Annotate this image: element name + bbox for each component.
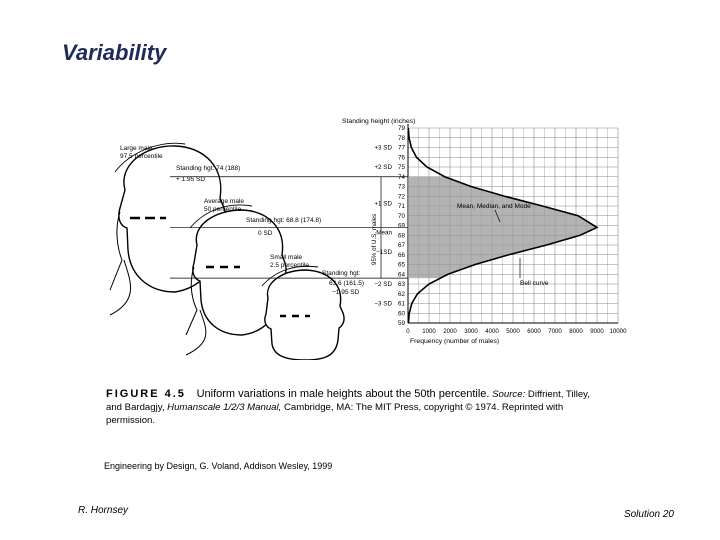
y-tick-label: 62 — [397, 290, 405, 298]
y-tick-label: 70 — [397, 212, 405, 220]
x-tick-label: 7000 — [548, 328, 562, 335]
large-male-height: Standing hgt: 74 (188) — [176, 165, 241, 172]
average-male-height: Standing hgt: 68.8 (174.8) — [246, 217, 322, 224]
caption-source-label: Source: — [492, 389, 526, 400]
large-male-label: Large male — [120, 145, 153, 152]
slide-title: Variability — [62, 40, 167, 65]
figure-number: FIGURE 4.5 — [106, 388, 186, 400]
x-tick-label: 4000 — [485, 328, 499, 335]
y-tick-label: 65 — [397, 261, 405, 269]
y-tick-label: 76 — [397, 154, 405, 162]
source-citation: Engineering by Design, G. Voland, Addison Wesley, 1999 — [104, 461, 333, 471]
y-axis-title: Standing height (inches) — [342, 118, 416, 125]
y-tick-label: 77 — [397, 144, 405, 152]
x-tick-label: 3000 — [464, 328, 478, 335]
sd-label: +1 SD — [374, 200, 392, 208]
x-tick-label: 8000 — [569, 328, 583, 335]
y-tick-label: 61 — [397, 300, 405, 308]
page-label: Solution 20 — [623, 509, 674, 520]
figure-caption — [106, 388, 606, 427]
y-tick-label: 67 — [397, 242, 405, 250]
percent-range-label: 95% of U.S. males — [371, 213, 378, 265]
y-axis-ticks — [398, 125, 406, 327]
caption-book-title: Humanscale 1/2/3 Manual, — [167, 402, 282, 413]
x-tick-label: 6000 — [527, 328, 541, 335]
x-axis-ticks — [406, 328, 627, 335]
x-tick-label: 10000 — [609, 328, 627, 335]
y-tick-label: 79 — [397, 125, 405, 133]
sd-label: −3 SD — [374, 300, 392, 308]
y-tick-label: 73 — [397, 183, 405, 191]
caption-end: Cambridge, MA: The MIT Press, copyright © 1974. Reprinted with permission. — [106, 402, 564, 426]
x-tick-label: 5000 — [506, 328, 520, 335]
average-male-label: Average male — [204, 198, 244, 205]
y-tick-label: 69 — [397, 222, 405, 230]
small-male-sd: −1.95 SD — [332, 289, 360, 296]
sd-label: −2 SD — [374, 281, 392, 289]
y-tick-label: 63 — [397, 281, 405, 289]
figure-illustration — [100, 110, 640, 360]
average-male-percentile: 50 percentile — [204, 206, 242, 213]
small-male-height: Standing hgt: — [322, 270, 361, 277]
small-male-height-value: 63.6 (161.5) — [329, 280, 365, 287]
x-tick-label: 0 — [406, 328, 410, 335]
sd-label: +2 SD — [374, 164, 392, 172]
author: R. Hornsey — [78, 505, 129, 516]
y-tick-label: 72 — [397, 193, 405, 201]
large-male-percentile: 97.5 percentile — [120, 153, 163, 160]
bell-curve-annotation: Bell curve — [520, 280, 549, 287]
sd-label: Mean — [376, 229, 392, 237]
y-tick-label: 71 — [397, 203, 405, 211]
large-male-sd: + 1.95 SD — [176, 176, 206, 183]
y-tick-label: 78 — [397, 134, 405, 142]
small-male-label: Small male — [270, 254, 303, 261]
y-tick-label: 60 — [397, 310, 405, 318]
caption-authors: Diffrient, Tilley, and Bardagjy, — [106, 389, 590, 413]
caption-lead: Uniform variations in male heights about the 50th percentile. — [196, 388, 490, 400]
y-tick-label: 74 — [397, 173, 405, 181]
sd-label: +3 SD — [374, 144, 392, 152]
y-tick-label: 66 — [397, 251, 405, 259]
y-tick-label: 59 — [397, 320, 405, 328]
x-tick-label: 2000 — [443, 328, 457, 335]
y-tick-label: 68 — [397, 232, 405, 240]
x-tick-label: 9000 — [590, 328, 604, 335]
x-axis-title: Frequency (number of males) — [410, 338, 500, 345]
small-male-percentile: 2.5 percentile — [270, 262, 310, 269]
mean-annotation: Mean, Median, and Mode — [457, 203, 531, 210]
average-male-sd: 0 SD — [258, 230, 273, 237]
y-tick-label: 64 — [397, 271, 405, 279]
y-tick-label: 75 — [397, 164, 405, 172]
sd-label: −1SD — [376, 249, 392, 257]
x-tick-label: 1000 — [422, 328, 436, 335]
